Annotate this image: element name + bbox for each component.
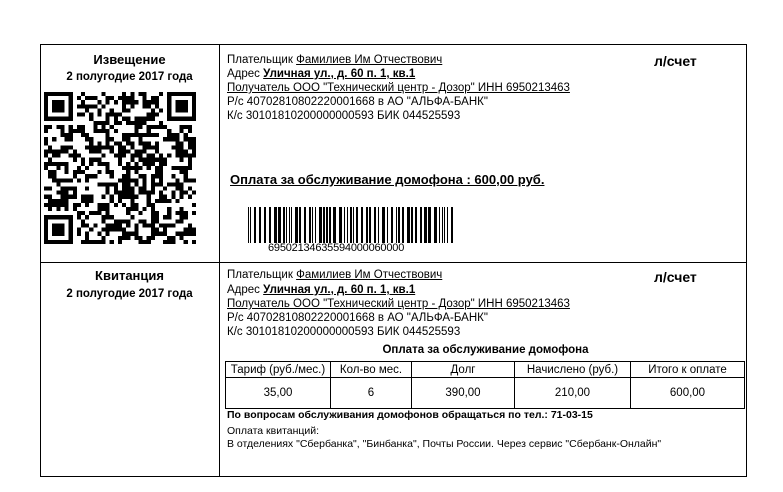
fees-table — [225, 361, 745, 409]
table-row — [226, 378, 745, 409]
address-value: Уличная ул., д. 60 п. 1, кв.1 — [263, 68, 416, 80]
contact-note: По вопросам обслуживания домофонов обращаться по тел.: 71-03-15 — [227, 409, 593, 421]
receipt-recipient-line: Получатель ООО "Технический центр - Дозор" ИНН 6950213463 — [227, 298, 570, 310]
address-value: Уличная ул., д. 60 п. 1, кв.1 — [263, 284, 416, 296]
receipt-address-line — [227, 283, 415, 297]
address-label: Адрес — [227, 68, 260, 80]
notice-period: 2 полугодие 2017 года — [66, 71, 193, 83]
receipt-account-label: л/счет — [654, 269, 697, 285]
payer-label: Плательщик — [227, 54, 293, 66]
receipt-period: 2 полугодие 2017 года — [66, 288, 193, 300]
notice-address-line — [227, 67, 415, 81]
header-months: Кол-во мес. — [331, 362, 412, 378]
notice-payment-title: Оплата за обслуживание домофона : 600,00 руб. — [230, 172, 545, 187]
cell-tariff: 35,00 — [226, 378, 331, 409]
notice-account-label: л/счет — [654, 53, 697, 69]
notice-ks-line: К/с 30101810200000000593 БИК 044525593 — [227, 110, 461, 122]
payment-methods: В отделениях "Сбербанка", "Бинбанка", Почты России. Через сервис "Сбербанк-Онлайн" — [227, 438, 662, 450]
cell-charged: 210,00 — [515, 378, 631, 409]
receipt-title: Квитанция — [95, 268, 164, 283]
cell-months: 6 — [331, 378, 412, 409]
address-label: Адрес — [227, 284, 260, 296]
header-charged: Начислено (руб.) — [515, 362, 631, 378]
cell-debt: 390,00 — [412, 378, 515, 409]
notice-title: Извещение — [93, 52, 166, 67]
header-debt: Долг — [412, 362, 515, 378]
notice-payer-line — [227, 53, 442, 67]
receipt-payer-line — [227, 268, 442, 282]
notice-recipient-line: Получатель ООО "Технический центр - Дозор" ИНН 6950213463 — [227, 82, 570, 94]
column-divider — [219, 44, 220, 477]
header-total: Итого к оплате — [631, 362, 745, 378]
receipt-payment-title: Оплата за обслуживание домофона — [382, 344, 589, 356]
payer-name: Фамилиев Им Отчествович — [296, 54, 443, 66]
payer-name: Фамилиев Им Отчествович — [296, 269, 443, 281]
barcode-number: 69502134635594000060000 — [268, 242, 405, 254]
fees-table-header-row — [226, 362, 745, 378]
qr-code — [44, 92, 196, 244]
barcode — [247, 207, 455, 243]
section-divider — [40, 262, 747, 263]
header-tariff: Тариф (руб./мес.) — [226, 362, 331, 378]
receipt-ks-line: К/с 30101810200000000593 БИК 044525593 — [227, 326, 461, 338]
payment-methods-label: Оплата квитанций: — [227, 425, 320, 437]
receipt-rs-line: Р/с 40702810802220001668 в АО "АЛЬФА-БАНК" — [227, 312, 488, 324]
notice-rs-line: Р/с 40702810802220001668 в АО "АЛЬФА-БАНК" — [227, 96, 488, 108]
payer-label: Плательщик — [227, 269, 293, 281]
cell-total: 600,00 — [631, 378, 745, 409]
